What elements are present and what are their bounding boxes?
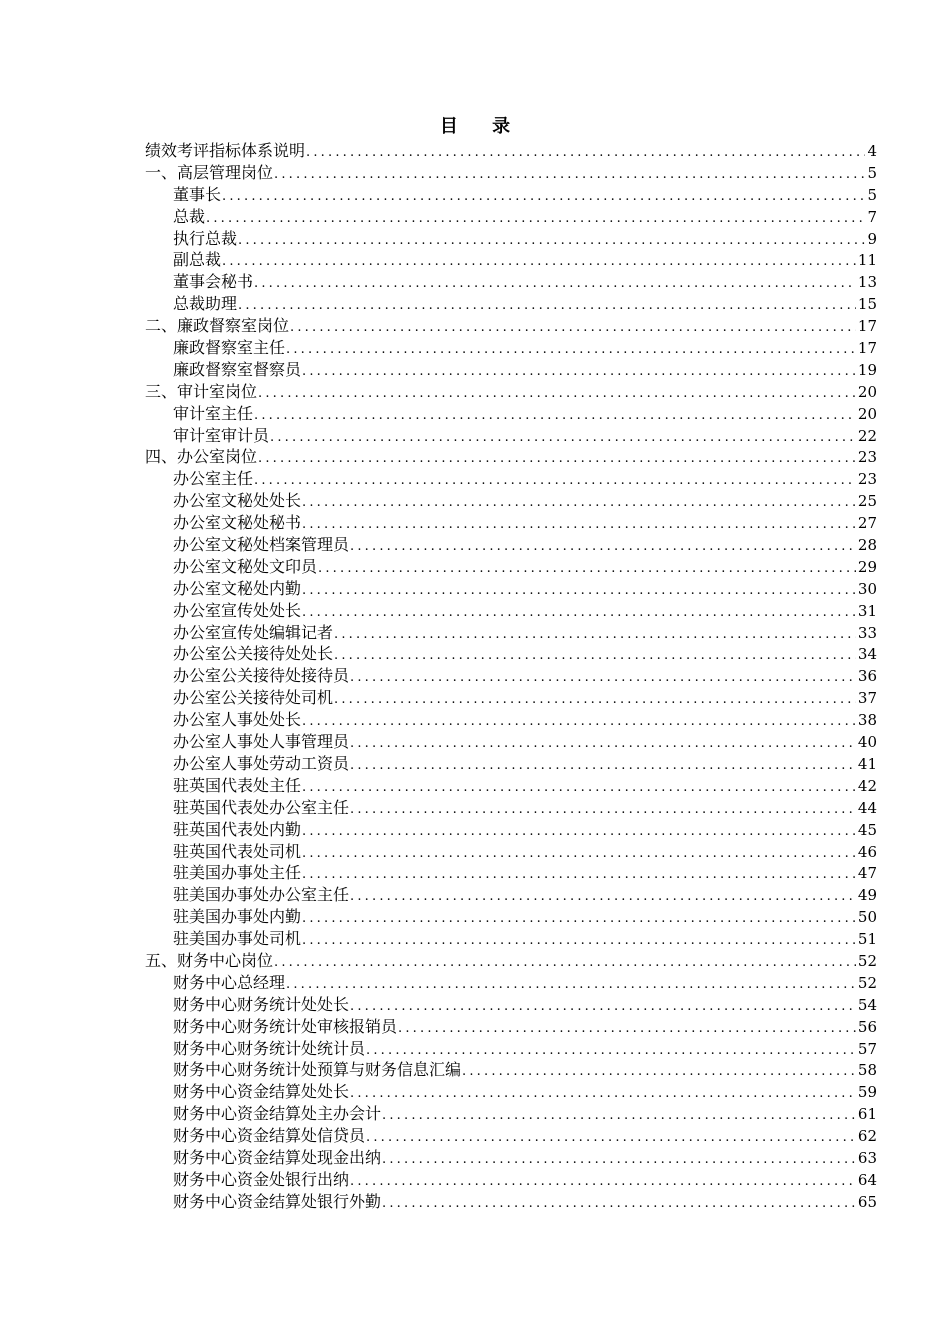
toc-dot-leader <box>222 186 865 206</box>
toc-dot-leader <box>254 405 856 425</box>
toc-page-number: 54 <box>857 995 877 1014</box>
toc-entry-text: 董事长 <box>173 184 222 204</box>
toc-dot-leader <box>350 667 856 687</box>
toc-entry-text: 驻美国办事处司机 <box>173 929 302 949</box>
toc-entry-text: 驻美国办事处内勤 <box>173 907 302 927</box>
toc-entry-text: 办公室人事处处长 <box>173 710 302 730</box>
toc-page-number: 51 <box>857 930 877 949</box>
toc-entry-sub[interactable] <box>145 775 877 797</box>
toc-page-number: 28 <box>857 536 877 555</box>
toc-dot-leader <box>258 383 856 403</box>
toc-page-number: 29 <box>857 557 877 576</box>
toc-entry-text: 审计室审计员 <box>173 425 270 445</box>
toc-dot-leader <box>302 361 856 381</box>
toc-entry-text: 办公室人事处人事管理员 <box>173 732 350 752</box>
toc-dot-leader <box>306 142 865 162</box>
toc-page-number: 11 <box>857 251 877 270</box>
toc-page-number: 59 <box>857 1083 877 1102</box>
toc-entry-text: 五、财务中心岗位 <box>145 950 274 970</box>
toc-entry-sub[interactable] <box>145 228 877 250</box>
toc-page-number: 25 <box>857 492 877 511</box>
toc-entry-text: 财务中心资金处银行出纳 <box>173 1169 350 1189</box>
toc-entry-text: 财务中心总经理 <box>173 972 286 992</box>
toc-dot-leader <box>274 952 856 972</box>
toc-entry-sub[interactable] <box>145 184 877 206</box>
toc-page-number: 17 <box>857 339 877 358</box>
toc-dot-leader <box>350 733 856 753</box>
toc-entry-text: 驻英国代表处司机 <box>173 841 302 861</box>
toc-page-number: 36 <box>857 667 877 686</box>
toc-entry-text: 财务中心财务统计处审核报销员 <box>173 1016 398 1036</box>
toc-page-number: 4 <box>867 142 877 160</box>
toc-entry-sub[interactable] <box>145 972 877 994</box>
toc-page-number: 44 <box>857 798 877 817</box>
toc-page-number: 30 <box>857 579 877 598</box>
toc-page-number: 9 <box>867 229 877 248</box>
toc-entry-text: 总裁 <box>173 206 206 226</box>
toc-entry-sub[interactable] <box>145 1147 877 1169</box>
toc-entry-text: 驻英国代表处办公室主任 <box>173 797 350 817</box>
toc-entry-text: 三、审计室岗位 <box>145 381 258 401</box>
toc-page-number: 52 <box>857 951 877 970</box>
toc-page-number: 23 <box>857 448 877 467</box>
toc-page-number: 57 <box>857 1039 877 1058</box>
toc-entry-text: 财务中心财务统计处预算与财务信息汇编 <box>173 1060 462 1080</box>
toc-entry-section[interactable] <box>145 315 877 337</box>
toc-entry-text: 办公室人事处劳动工资员 <box>173 753 350 773</box>
toc-entry-sub[interactable] <box>145 249 877 271</box>
toc-dot-leader <box>350 996 856 1016</box>
toc-dot-leader <box>350 536 856 556</box>
toc-entry-sub[interactable] <box>145 556 877 578</box>
toc-entry-sub[interactable] <box>145 709 877 731</box>
toc-entry-text: 二、廉政督察室岗位 <box>145 316 290 336</box>
toc-dot-leader <box>366 1127 856 1147</box>
toc-entry-sub[interactable] <box>145 403 877 425</box>
toc-page-number: 37 <box>857 689 877 708</box>
toc-page-number: 7 <box>867 207 877 226</box>
toc-entry-sub[interactable] <box>145 622 877 644</box>
toc-page-number: 13 <box>857 273 877 292</box>
toc-entry-sub[interactable] <box>145 753 877 775</box>
toc-entry-sub[interactable] <box>145 797 877 819</box>
toc-dot-leader <box>350 1083 856 1103</box>
toc-entry-text: 财务中心资金结算处主办会计 <box>173 1104 382 1124</box>
toc-entry-section[interactable] <box>145 446 877 468</box>
toc-entry-text: 办公室宣传处处长 <box>173 600 302 620</box>
toc-page-number: 49 <box>857 886 877 905</box>
toc-dot-leader <box>350 755 856 775</box>
toc-dot-leader <box>382 1149 856 1169</box>
toc-entry-text: 绩效考评指标体系说明 <box>145 141 306 160</box>
toc-entry-text: 办公室公关接待处处长 <box>173 644 334 664</box>
toc-entry-sub[interactable] <box>145 862 877 884</box>
toc-entry-sub[interactable] <box>145 468 877 490</box>
toc-entry-text: 驻英国代表处内勤 <box>173 819 302 839</box>
toc-page-number: 15 <box>857 295 877 314</box>
toc-entry-text: 办公室文秘处档案管理员 <box>173 535 350 555</box>
toc-entry-sub[interactable] <box>145 1081 877 1103</box>
toc-dot-leader <box>254 470 856 490</box>
toc-page-number: 41 <box>857 754 877 773</box>
toc-dot-leader <box>302 864 856 884</box>
toc-dot-leader <box>222 251 856 271</box>
toc-page-number: 5 <box>867 163 877 182</box>
toc-entry-text: 办公室主任 <box>173 469 254 489</box>
toc-page-number: 45 <box>857 820 877 839</box>
toc-dot-leader <box>290 317 856 337</box>
toc-entry-section[interactable] <box>145 381 877 403</box>
toc-dot-leader <box>274 164 865 184</box>
toc-dot-leader <box>258 448 856 468</box>
toc-page-number: 20 <box>857 382 877 401</box>
toc-title: 目 录 <box>439 116 525 137</box>
toc-entry-text: 总裁助理 <box>173 294 238 314</box>
toc-page-number: 65 <box>857 1192 877 1211</box>
toc-entry-sub[interactable] <box>145 731 877 753</box>
toc-dot-leader <box>286 339 856 359</box>
toc-entry-text: 办公室文秘处文印员 <box>173 556 318 576</box>
toc-entry-text: 一、高层管理岗位 <box>145 162 274 182</box>
toc-entry-text: 财务中心资金结算处银行外勤 <box>173 1191 382 1211</box>
toc-page-number: 62 <box>857 1127 877 1146</box>
toc-page-number: 64 <box>857 1170 877 1189</box>
toc-entry-text: 审计室主任 <box>173 403 254 423</box>
toc-dot-leader <box>382 1193 856 1213</box>
toc-entry-sub[interactable] <box>145 293 877 315</box>
toc-page-number: 17 <box>857 317 877 336</box>
toc-entry-text: 董事会秘书 <box>173 272 254 292</box>
toc-entry-text: 驻英国代表处主任 <box>173 775 302 795</box>
toc-page-number: 63 <box>857 1148 877 1167</box>
toc-page-number: 38 <box>857 711 877 730</box>
toc-entry-sub[interactable] <box>145 512 877 534</box>
toc-dot-leader <box>350 886 856 906</box>
toc-page-number: 22 <box>857 426 877 445</box>
toc-dot-leader <box>302 930 856 950</box>
toc-dot-leader <box>302 602 856 622</box>
toc-dot-leader <box>206 208 865 228</box>
toc-entry-sub[interactable] <box>145 271 877 293</box>
toc-entry-sub[interactable] <box>145 425 877 447</box>
toc-dot-leader <box>334 689 856 709</box>
toc-entry-text: 办公室文秘处内勤 <box>173 578 302 598</box>
toc-dot-leader <box>286 974 856 994</box>
toc-entry-sub[interactable] <box>145 1103 877 1125</box>
toc-page-number: 23 <box>857 470 877 489</box>
toc-entry-section[interactable] <box>145 140 877 162</box>
toc-entry-text: 副总裁 <box>173 250 222 270</box>
toc-entry-text: 办公室文秘处秘书 <box>173 513 302 533</box>
toc-entry-sub[interactable] <box>145 1125 877 1147</box>
toc-entry-sub[interactable] <box>145 206 877 228</box>
toc-entry-sub[interactable] <box>145 841 877 863</box>
toc-dot-leader <box>350 799 856 819</box>
toc-dot-leader <box>302 821 856 841</box>
toc-entry-sub[interactable] <box>145 1016 877 1038</box>
toc-page-number: 50 <box>857 908 877 927</box>
toc-page-number: 40 <box>857 733 877 752</box>
toc-entry-text: 办公室公关接待处接待员 <box>173 666 350 686</box>
toc-dot-leader <box>318 558 856 578</box>
toc-page-number: 46 <box>857 842 877 861</box>
toc-entry-section[interactable] <box>145 162 877 184</box>
toc-page-number: 58 <box>857 1061 877 1080</box>
toc-dot-leader <box>350 1171 856 1191</box>
toc-entry-sub[interactable] <box>145 1191 877 1213</box>
toc-entry-text: 办公室公关接待处司机 <box>173 688 334 708</box>
toc-dot-leader <box>254 273 856 293</box>
toc-entry-sub[interactable] <box>145 643 877 665</box>
toc-entry-sub[interactable] <box>145 1059 877 1081</box>
toc-entry-sub[interactable] <box>145 906 877 928</box>
toc-page-number: 19 <box>857 360 877 379</box>
toc-entry-sub[interactable] <box>145 490 877 512</box>
toc-entry-text: 财务中心财务统计处处长 <box>173 994 350 1014</box>
toc-entry-text: 财务中心资金结算处信贷员 <box>173 1126 366 1146</box>
toc-entry-text: 四、办公室岗位 <box>145 447 258 467</box>
toc-page-number: 31 <box>857 601 877 620</box>
toc-page-number: 47 <box>857 864 877 883</box>
toc-entry-text: 办公室文秘处处长 <box>173 491 302 511</box>
toc-dot-leader <box>302 580 856 600</box>
toc-dot-leader <box>270 427 856 447</box>
toc-page-number: 5 <box>867 185 877 204</box>
toc-entry-sub[interactable] <box>145 1038 877 1060</box>
toc-entry-sub[interactable] <box>145 665 877 687</box>
toc-entry-text: 办公室宣传处编辑记者 <box>173 622 334 642</box>
toc-entry-text: 财务中心财务统计处统计员 <box>173 1038 366 1058</box>
toc-page-number: 33 <box>857 623 877 642</box>
toc-dot-leader <box>334 645 856 665</box>
toc-dot-leader <box>238 230 865 250</box>
toc-entry-text: 执行总裁 <box>173 228 238 248</box>
toc-dot-leader <box>302 908 856 928</box>
toc-entry-text: 驻美国办事处主任 <box>173 863 302 883</box>
toc-page-number: 34 <box>857 645 877 664</box>
toc-dot-leader <box>302 777 856 797</box>
toc-entry-text: 驻美国办事处办公室主任 <box>173 885 350 905</box>
toc-entry-text: 廉政督察室主任 <box>173 338 286 358</box>
toc-entry-sub[interactable] <box>145 928 877 950</box>
toc-entry-sub[interactable] <box>145 337 877 359</box>
toc-dot-leader <box>302 492 856 512</box>
toc-dot-leader <box>462 1061 856 1081</box>
toc-dot-leader <box>238 295 856 315</box>
toc-page-number: 56 <box>857 1017 877 1036</box>
toc-entry-section[interactable] <box>145 950 877 972</box>
toc-entry-text: 财务中心资金结算处现金出纳 <box>173 1147 382 1167</box>
toc-entry-sub[interactable] <box>145 994 877 1016</box>
toc-page-number: 61 <box>857 1105 877 1124</box>
toc-entry-sub[interactable] <box>145 687 877 709</box>
toc-entry-sub[interactable] <box>145 884 877 906</box>
toc-entry-sub[interactable] <box>145 819 877 841</box>
toc-entry-sub[interactable] <box>145 600 877 622</box>
toc-dot-leader <box>366 1040 856 1060</box>
toc-page-number: 52 <box>857 973 877 992</box>
toc-entry-sub[interactable] <box>145 359 877 381</box>
toc-dot-leader <box>334 624 856 644</box>
toc-dot-leader <box>302 711 856 731</box>
toc-entry-sub[interactable] <box>145 1169 877 1191</box>
toc-page-number: 42 <box>857 776 877 795</box>
toc-dot-leader <box>302 843 856 863</box>
toc-dot-leader <box>382 1105 856 1125</box>
toc-entry-text: 廉政督察室督察员 <box>173 359 302 379</box>
toc-list <box>145 140 877 1213</box>
toc-entry-text: 财务中心资金结算处处长 <box>173 1082 350 1102</box>
toc-page-number: 27 <box>857 514 877 533</box>
toc-page-number: 20 <box>857 404 877 423</box>
toc-entry-sub[interactable] <box>145 534 877 556</box>
toc-entry-sub[interactable] <box>145 578 877 600</box>
toc-dot-leader <box>398 1018 856 1038</box>
toc-dot-leader <box>302 514 856 534</box>
